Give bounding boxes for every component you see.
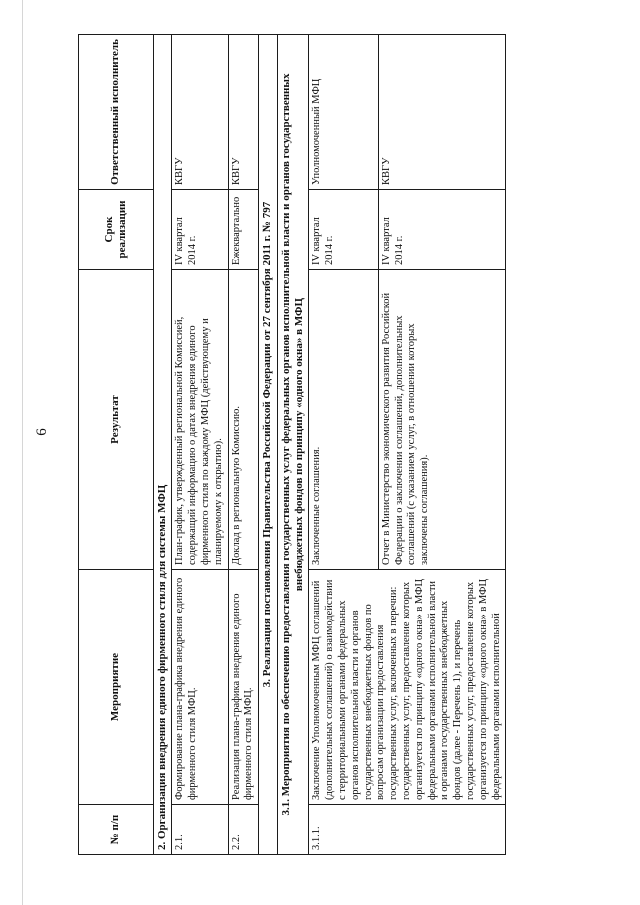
section-row <box>277 35 309 855</box>
table-row <box>228 35 259 855</box>
row-2-2-term: Ежеквартально <box>228 190 259 270</box>
header-num: № п/п <box>79 805 154 855</box>
row-2-1-term: IV квартал 2014 г. <box>172 190 228 270</box>
rotated-page-content <box>78 35 618 855</box>
header-responsible: Ответственный исполнитель <box>79 35 154 190</box>
table-header-row <box>79 35 154 855</box>
row-3-1-1-result-b: Отчет в Министерство экономического развития Российской Федерации о заключении соглашений, дополнительных соглашений (с указанием услуг, в отношении которых заключены соглашения). <box>378 270 506 570</box>
row-2-2-num: 2.2. <box>228 805 259 855</box>
row-3-1-1-term-b: IV квартал 2014 г. <box>378 190 506 270</box>
row-2-2-result: Доклад в региональную Комиссию. <box>228 270 259 570</box>
row-3-1-1-responsible-b: КВГУ <box>378 35 506 190</box>
row-2-1-event: Формирование плана-графика внедрения единого фирменного стиля МФЦ. <box>172 570 228 805</box>
header-event: Мероприятие <box>79 570 154 805</box>
table-row <box>309 35 378 855</box>
section-3-1-title: 3.1. Мероприятия по обеспечению предоставления государственных услуг федеральных органов исполнительной власти и органов государственных внебюджетных фондов по принципу «одного окна» в МФЦ <box>277 35 309 855</box>
row-2-1-result: План-график, утвержденный региональной Комиссией, содержащий информацию о датах внедрения единого фирменного стиля по каждому МФЦ (действующему и планируемому к открытию). <box>172 270 228 570</box>
page-number: 6 <box>34 428 50 436</box>
section-row <box>154 35 172 855</box>
row-2-1-responsible: КВГУ <box>172 35 228 190</box>
row-3-1-1-term-a: IV квартал 2014 г. <box>309 190 378 270</box>
section-row <box>259 35 277 855</box>
section-3-title: 3. Реализация постановления Правительства Российской Федерации от 27 сентября 2011 г. № 797 <box>259 35 277 855</box>
plan-table <box>78 34 506 855</box>
header-term: Срок реализации <box>79 190 154 270</box>
row-3-1-1-event: Заключение Уполномоченным МФЦ соглашений (дополнительных соглашений) о взаимодействии с территориальными органами федеральных органов исполнительной власти и органов государственных внебюджетных фондов по вопросам организации предоставления государственных услуг, включенных в перечни: государственных услуг, предоставление которых организуется по принципу «одного окна» в МФЦ федеральными органами исполнительной власти и органами государственных внебюджетных фондов (далее - Перечень 1), и перечень государственных услуг, предоставление которых организуется по принципу «одного окна» в МФЦ федеральными органами исполнительной <box>309 570 506 805</box>
scan-edge <box>22 0 23 905</box>
section-2-title: 2. Организация внедрения единого фирменного стиля для системы МФЦ <box>154 35 172 855</box>
row-2-2-responsible: КВГУ <box>228 35 259 190</box>
row-3-1-1-responsible-a: Уполномоченный МФЦ <box>309 35 378 190</box>
row-3-1-1-num: 3.1.1. <box>309 805 506 855</box>
row-3-1-1-result-a: Заключенные соглашения. <box>309 270 378 570</box>
row-2-1-num: 2.1. <box>172 805 228 855</box>
row-2-2-event: Реализация плана-графика внедрения единого фирменного стиля МФЦ. <box>228 570 259 805</box>
header-result: Результат <box>79 270 154 570</box>
table-row <box>172 35 228 855</box>
